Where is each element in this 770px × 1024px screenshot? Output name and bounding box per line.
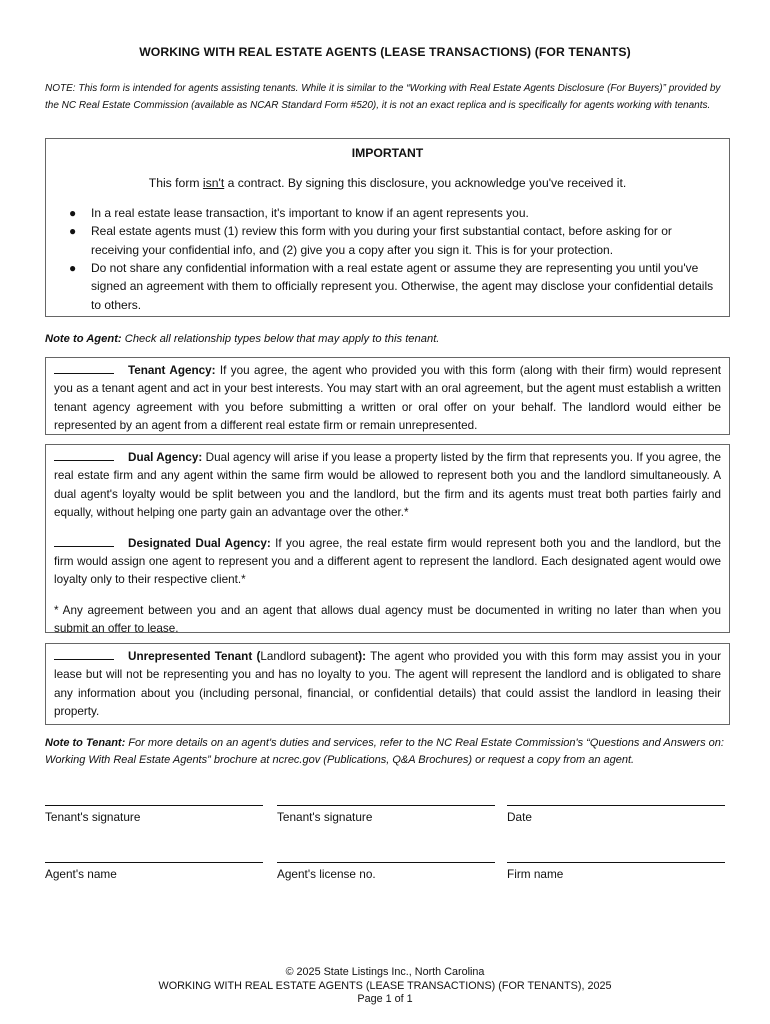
footer-page-number: Page 1 of 1 [357, 993, 413, 1006]
important-box [45, 138, 730, 317]
signature-label: Tenant's signature [277, 810, 373, 824]
designated-dual-label: Designated Dual Agency: [128, 536, 271, 550]
tenant-agency-box [45, 357, 730, 435]
tenant-agency-paragraph [46, 358, 729, 436]
tenant-agency-text: If you agree, the agent who provided you with this form (along with their firm) would represent you as a tenant agent and act in your best interests. You may start with an oral agreement, but the agent must establish a written tenant agency agreement with you before submitting a written or oral offer on your behalf. The landlord would either be represented by an agent from a different real estate firm or remain unrepresented. [54, 364, 721, 433]
dual-agency-paragraph [46, 445, 729, 523]
signature-label: Agent's name [45, 867, 117, 881]
bullet-icon: ● [69, 205, 77, 220]
designated-dual-checkbox-line[interactable] [54, 535, 114, 547]
list-item-text: Real estate agents must (1) review this form with you during your first substantial contact, before asking for or receiving your confidential info, and (2) give you a copy after you sign it. This is for your protection. [91, 224, 672, 257]
important-subtitle [46, 174, 729, 192]
designated-dual-text: If you agree, the real estate firm would represent both you and the landlord, but the firm would assign one agent to represent you and a different agent to represent the landlord. Each designated agent would owe loyalty only to their respective client.* [54, 536, 722, 587]
bullet-icon: ● [69, 224, 77, 239]
important-list [46, 204, 729, 314]
tenant-agency-label: Tenant Agency: [128, 364, 216, 377]
unrepresented-box [45, 643, 730, 725]
designated-dual-paragraph [46, 531, 729, 590]
firm-name-field[interactable] [507, 862, 725, 881]
unrepresented-paragraph [46, 644, 729, 722]
list-item [46, 222, 729, 259]
list-item [46, 204, 729, 222]
unrepresented-text: The agent who provided you with this form may assist you in your lease but will not be representing you and has no loyalty to you. The agent will represent the landlord and is obligated to share any information about you (including personal, financial, or confidential details) that could assist the landlord in leasing their property. [54, 650, 722, 719]
agent-note [45, 333, 439, 345]
tenant-agency-checkbox-line[interactable] [54, 362, 114, 374]
tenant-note-label: Note to Tenant: [45, 737, 126, 749]
signature-label: Tenant's signature [45, 810, 141, 824]
important-heading: IMPORTANT [351, 146, 424, 160]
tenant-signature-field-2[interactable] [277, 805, 495, 824]
intro-note: NOTE: This form is intended for agents assisting tenants. While it is similar to the “Working with Real Estate Agents Disclosure (For Buyers)” provided by the NC Real Estate Commission (available as NCAR Standard Form #520), it is not an exact replica and is specifically for agents working with tenants. [45, 83, 721, 111]
dual-agency-text: Dual agency will arise if you lease a property listed by the firm that represents you. If you agree, the real estate firm and any agent within the same firm would be allowed to represent both you and the landlord simultaneously. A dual agent's loyalty would be split between you and the landlord, but the firm and its agents must treat both parties fairly and equally, without helping one party gain an advantage over the other.* [54, 451, 721, 520]
tenant-signature-field-1[interactable] [45, 805, 263, 824]
agent-note-label: Note to Agent: [45, 333, 122, 345]
unrepresented-label-normal: Landlord subagent [260, 650, 359, 663]
signature-label: Firm name [507, 867, 564, 881]
agent-name-field[interactable] [45, 862, 263, 881]
unrepresented-checkbox-line[interactable] [54, 648, 114, 660]
list-item-text: In a real estate lease transaction, it's important to know if an agent represents you. [91, 205, 529, 220]
signature-label: Agent's license no. [277, 867, 376, 881]
bullet-icon: ● [69, 261, 77, 276]
footer-copyright: © 2025 State Listings Inc., North Carolina [285, 966, 485, 978]
agent-note-text: Check all relationship types below that may apply to this tenant. [121, 333, 440, 345]
page-footer [0, 966, 770, 1007]
dual-agency-label: Dual Agency: [128, 451, 203, 464]
dual-footnote: * Any agreement between you and an agent that allows dual agency must be documented in writing no later than when you submit an offer to lease. [54, 603, 721, 636]
unrepresented-label-close: ): [358, 650, 367, 663]
footer-form-title: WORKING WITH REAL ESTATE AGENTS (LEASE TRANSACTIONS) (FOR TENANTS), 2025 [158, 979, 612, 992]
dual-agency-box [45, 444, 730, 636]
document-title: WORKING WITH REAL ESTATE AGENTS (LEASE TRANSACTIONS) (FOR TENANTS) [139, 45, 631, 59]
tenant-note-text: For more details on an agent's duties and services, refer to the NC Real Estate Commission's “Questions and Answers on: Working With Real Estate Agents” brochure at ncrec.gov (Publications, Q&A Brochures) or request a copy from an agent. [45, 737, 724, 766]
dual-agency-checkbox-line[interactable] [54, 449, 114, 461]
subtitle-part: This form [148, 176, 203, 191]
agent-license-field[interactable] [277, 862, 495, 881]
unrepresented-label: Unrepresented Tenant ( [128, 650, 261, 663]
subtitle-part: a contract. By signing this disclosure, you acknowledge you've received it. [224, 176, 627, 191]
date-field[interactable] [507, 805, 725, 824]
subtitle-underlined: isn't [202, 176, 225, 191]
signature-label: Date [507, 810, 532, 824]
list-item-text: Do not share any confidential information with a real estate agent or assume they are representing you until you've signed an agreement with them to officially represent you. Otherwise, the agent may disclose your confidential details to others. [91, 261, 714, 312]
list-item [46, 259, 729, 314]
tenant-note [45, 735, 728, 768]
